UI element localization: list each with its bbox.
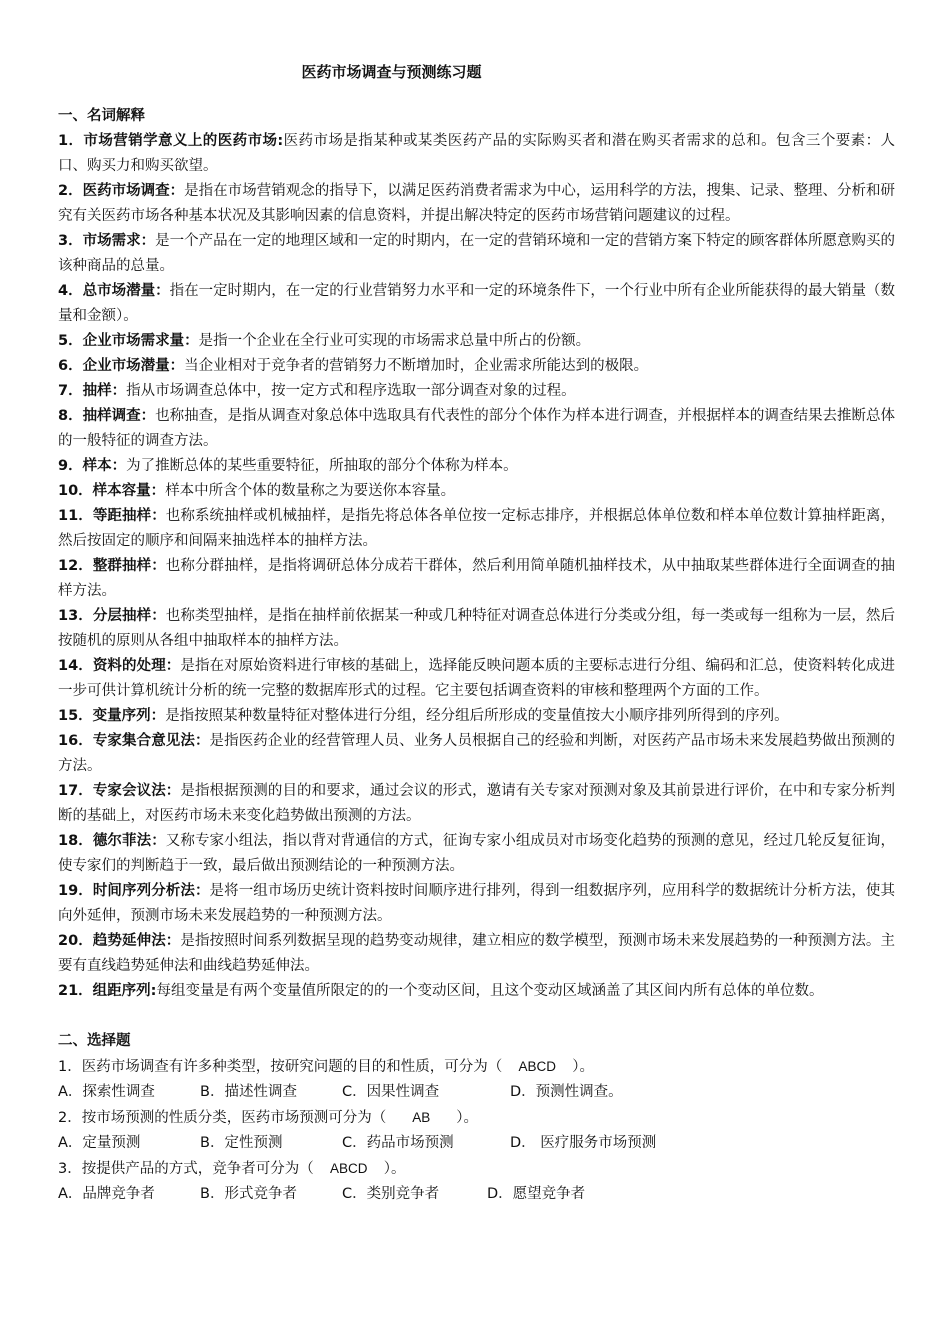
question-options xyxy=(58,1131,895,1156)
definition-entry xyxy=(58,604,895,654)
definition-entry xyxy=(58,979,895,1004)
answer-text: ABCD xyxy=(329,1161,368,1176)
definition-entry xyxy=(58,454,895,479)
option-item: B．形式竞争者 xyxy=(200,1186,297,1202)
option-item: A．品牌竞争者 xyxy=(58,1186,155,1202)
definition-text: 是指医药企业的经营管理人员、业务人员根据自己的经验和判断，对医药产品市场未来发展趋势做出预测的方法。 xyxy=(58,733,895,774)
definition-entry xyxy=(58,329,895,354)
definition-term: 19．时间序列分析法： xyxy=(58,883,210,899)
definition-entry xyxy=(58,654,895,704)
option-item: D．愿望竞争者 xyxy=(487,1186,586,1202)
definition-entry xyxy=(58,704,895,729)
definition-text: 当企业相对于竞争者的营销努力不断增加时，企业需求所能达到的极限。 xyxy=(184,358,649,374)
answer-text: ABCD xyxy=(518,1059,556,1074)
definition-term: 4．总市场潜量： xyxy=(58,283,170,299)
definition-term: 15．变量序列： xyxy=(58,708,166,724)
question-stem xyxy=(58,1105,895,1131)
definition-text: 是将一组市场历史统计资料按时间顺序进行排列，得到一组数据序列，应用科学的数据统计分析方法，使其向外延伸，预测市场未来发展趋势的一种预测方法。 xyxy=(58,883,895,924)
definition-term: 9．样本： xyxy=(58,458,127,474)
question-stem xyxy=(58,1156,895,1182)
definition-entry xyxy=(58,229,895,279)
definition-term: 17．专家会议法： xyxy=(58,783,181,799)
definition-entry xyxy=(58,129,895,179)
option-item: B．定性预测 xyxy=(200,1135,283,1151)
question-text: 2．按市场预测的性质分类，医药市场预测可分为（ xyxy=(58,1110,387,1126)
option-item: C．药品市场预测 xyxy=(342,1135,454,1151)
definition-entry xyxy=(58,729,895,779)
definition-text: 也称分群抽样，是指将调研总体分成若干群体，然后利用简单随机抽样技术，从中抽取某些群体进行全面调查的抽样方法。 xyxy=(58,558,895,599)
definition-text: 是指按照某种数量特征对整体进行分组，经分组后所形成的变量值按大小顺序排列所得到的序列。 xyxy=(165,708,789,724)
definition-term: 13．分层抽样： xyxy=(58,608,166,624)
section-heading-choice: 二、选择题 xyxy=(58,1033,131,1049)
definition-entry xyxy=(58,829,895,879)
definition-entry xyxy=(58,179,895,229)
question-tail: ）。 xyxy=(572,1059,594,1075)
definition-entry xyxy=(58,479,895,504)
definition-text: 样本中所含个体的数量称之为要送你本容量。 xyxy=(165,483,456,499)
section-heading-terms: 一、名词解释 xyxy=(58,108,145,124)
question-text: 1．医药市场调查有许多种类型，按研究问题的目的和性质，可分为（ xyxy=(58,1059,503,1075)
option-item: C．因果性调查 xyxy=(342,1084,440,1100)
question-options xyxy=(58,1080,895,1105)
option-item: A．定量预测 xyxy=(58,1135,141,1151)
definition-term: 1．市场营销学意义上的医药市场: xyxy=(58,133,284,149)
definition-text: 是指在市场营销观念的指导下，以满足医药消费者需求为中心，运用科学的方法，搜集、记录、整理、分析和研究有关医药市场各种基本状况及其影响因素的信息资料，并提出解决特定的医药市场营销问题建议的过程。 xyxy=(58,183,895,224)
definition-entry xyxy=(58,929,895,979)
definition-term: 5．企业市场需求量： xyxy=(58,333,199,349)
definition-entry xyxy=(58,379,895,404)
definition-text: 是指一个企业在全行业可实现的市场需求总量中所占的份额。 xyxy=(198,333,591,349)
question-options xyxy=(58,1182,895,1207)
question-tail: ）。 xyxy=(383,1161,406,1177)
definition-term: 3．市场需求： xyxy=(58,233,156,249)
definition-entry xyxy=(58,279,895,329)
option-item: B．描述性调查 xyxy=(200,1084,297,1100)
definition-term: 8．抽样调查： xyxy=(58,408,156,424)
definition-term: 20．趋势延伸法： xyxy=(58,933,181,949)
option-item: A．探索性调查 xyxy=(58,1084,155,1100)
definition-text: 也称抽查，是指从调查对象总体中选取具有代表性的部分个体作为样本进行调查，并根据样本的调查结果去推断总体的一般特征的调查方法。 xyxy=(58,408,895,449)
terms-list xyxy=(58,129,895,1004)
question-tail: ）。 xyxy=(456,1110,478,1126)
definition-entry xyxy=(58,404,895,454)
definition-text: 指从市场调查总体中，按一定方式和程序选取一部分调查对象的过程。 xyxy=(126,383,576,399)
definition-text: 指在一定时期内，在一定的行业营销努力水平和一定的环境条件下，一个行业中所有企业所能获得的最大销量（数量和金额）。 xyxy=(58,283,896,324)
definition-term: 10．样本容量： xyxy=(58,483,166,499)
spacer xyxy=(58,1004,895,1029)
question-text: 3．按提供产品的方式，竞争者可分为（ xyxy=(58,1161,314,1177)
definition-term: 11．等距抽样： xyxy=(58,508,166,524)
definition-text: 是一个产品在一定的地理区域和一定的时期内，在一定的营销环境和一定的营销方案下特定的顾客群体所愿意购买的该种商品的总量。 xyxy=(58,233,895,274)
definition-term: 14．资料的处理： xyxy=(58,658,181,674)
definition-entry xyxy=(58,504,895,554)
definition-entry xyxy=(58,554,895,604)
definition-text: 是指根据预测的目的和要求，通过会议的形式，邀请有关专家对预测对象及其前景进行评价，在中和专家分析判断的基础上，对医药市场未来变化趋势做出预测的方法。 xyxy=(58,783,895,824)
definition-text: 为了推断总体的某些重要特征，所抽取的部分个体称为样本。 xyxy=(126,458,518,474)
definition-term: 16．专家集合意见法： xyxy=(58,733,210,749)
definition-text: 医药市场是指某种或某类医药产品的实际购买者和潜在购买者需求的总和。包含三个要素：人口、购买力和购买欲望。 xyxy=(58,133,896,174)
definition-text: 又称专家小组法，指以背对背通信的方式，征询专家小组成员对市场变化趋势的预测的意见，经过几轮反复征询，使专家们的判断趋于一致，最后做出预测结论的一种预测方法。 xyxy=(58,833,895,874)
definition-term: 21．组距序列: xyxy=(58,983,157,999)
definition-term: 12．整群抽样： xyxy=(58,558,166,574)
definition-term: 6．企业市场潜量： xyxy=(58,358,185,374)
definition-text: 是指按照时间系列数据呈现的趋势变动规律，建立相应的数学模型，预测市场未来发展趋势的一种预测方法。主要有直线趋势延伸法和曲线趋势延伸法。 xyxy=(58,933,895,974)
definition-text: 也称类型抽样，是指在抽样前依据某一种或几种特征对调查总体进行分类或分组，每一类或每一组称为一层，然后按随机的原则从各组中抽取样本的抽样方法。 xyxy=(58,608,895,649)
definition-text: 也称系统抽样或机械抽样，是指先将总体各单位按一定标志排序，并根据总体单位数和样本单位数计算抽样距离，然后按固定的顺序和间隔来抽选样本的抽样方法。 xyxy=(58,508,895,549)
definition-entry xyxy=(58,779,895,829)
option-item: D． 医疗服务市场预测 xyxy=(510,1135,657,1151)
option-item: D．预测性调查。 xyxy=(510,1084,623,1100)
definition-entry xyxy=(58,354,895,379)
questions-list xyxy=(58,1054,895,1207)
definition-text: 每组变量是有两个变量值所限定的的一个变动区间，且这个变动区域涵盖了其区间内所有总体的单位数。 xyxy=(156,983,824,999)
definition-term: 7．抽样： xyxy=(58,383,127,399)
definition-term: 18．德尔菲法： xyxy=(58,833,166,849)
option-item: C．类别竞争者 xyxy=(342,1186,440,1202)
answer-text: AB xyxy=(412,1110,431,1125)
definition-entry xyxy=(58,879,895,929)
question-stem xyxy=(58,1054,895,1080)
definition-text: 是指在对原始资料进行审核的基础上，选择能反映问题本质的主要标志进行分组、编码和汇总，使资料转化成进一步可供计算机统计分析的统一完整的数据库形式的过程。它主要包括调查资料的审核和整理两个方面的工作。 xyxy=(58,658,895,699)
document-title: 医药市场调查与预测练习题 xyxy=(301,63,482,81)
definition-term: 2．医药市场调查： xyxy=(58,183,185,199)
